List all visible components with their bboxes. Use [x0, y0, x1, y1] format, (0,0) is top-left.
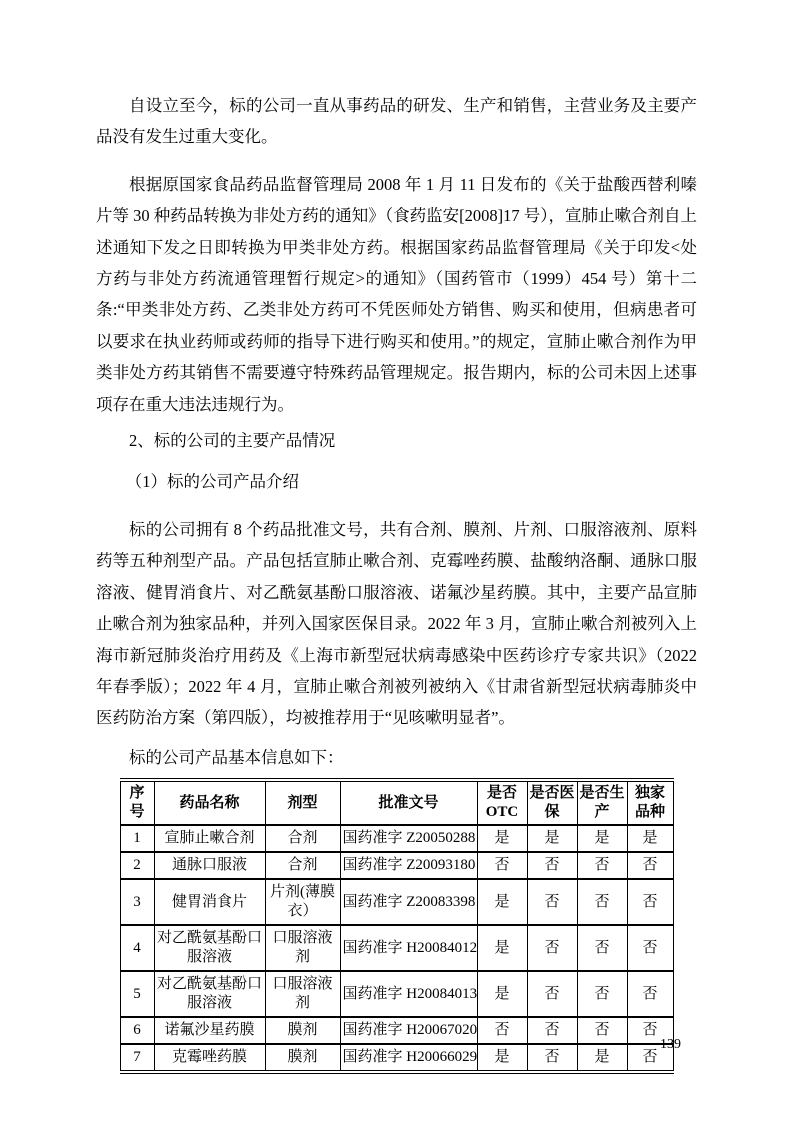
- col-header-medical-insurance: 是否医保: [527, 780, 577, 825]
- table-cell: 1: [120, 825, 154, 852]
- table-cell: 6: [120, 1017, 154, 1044]
- col-header-approval-number: 批准文号: [340, 780, 477, 825]
- page-number: 139: [660, 1037, 681, 1052]
- table-row: [120, 925, 673, 971]
- products-table-body: [120, 825, 673, 1072]
- table-row: [120, 1017, 673, 1044]
- subsection-heading-product-intro: （1）标的公司产品介绍: [125, 472, 299, 492]
- products-table: [120, 778, 674, 1074]
- table-cell: 否: [527, 852, 577, 879]
- table-cell: 否: [577, 971, 627, 1017]
- table-cell: 是: [577, 1044, 627, 1072]
- table-cell: 否: [627, 925, 673, 971]
- paragraph-otc-regulation: 根据原国家食品药品监督管理局 2008 年 1 月 11 日发布的《关于盐酸西替利嗪片等 30 种药品转换为非处方药的通知》（食药监安[2008]17 号），宣肺止嗽合剂自上述通知下发之日即转换为甲类非处方药。根据国家药品监督管理局《关于印发<处方药与非处方药流通管理暂行规定>的通知》（国药管市（1999）454 号）第十二条:“甲类非处方药、乙类非处方药可不凭医师处方销售、购买和使用，但病患者可以要求在执业药师或药师的指导下进行购买和使用。”的规定，宣肺止嗽合剂作为甲类非处方药其销售不需要遵守特殊药品管理规定。报告期内，标的公司未因上述事项存在重大违法违规行为。: [96, 174, 697, 414]
- table-cell: 否: [577, 852, 627, 879]
- col-header-exclusive: 独家品种: [627, 780, 673, 825]
- table-cell: 是: [477, 825, 527, 852]
- table-cell: 国药准字 H20084012: [340, 925, 477, 971]
- table-cell: 合剂: [265, 825, 340, 852]
- table-row: [120, 825, 673, 852]
- table-cell: 国药准字 H20066029: [340, 1044, 477, 1072]
- section-heading-main-products: 2、标的公司的主要产品情况: [129, 431, 336, 451]
- table-cell: 是: [477, 1044, 527, 1072]
- table-cell: 国药准字 H20084013: [340, 971, 477, 1017]
- table-cell: 健胃消食片: [154, 879, 265, 925]
- table-cell: 4: [120, 925, 154, 971]
- table-cell: 否: [627, 852, 673, 879]
- table-cell: 5: [120, 971, 154, 1017]
- table-cell: 是: [477, 925, 527, 971]
- table-cell: 国药准字 H20067020: [340, 1017, 477, 1044]
- table-row: [120, 879, 673, 925]
- table-cell: 通脉口服液: [154, 852, 265, 879]
- table-cell: 是: [627, 825, 673, 852]
- table-cell: 否: [577, 879, 627, 925]
- table-cell: 否: [477, 852, 527, 879]
- table-cell: 克霉唑药膜: [154, 1044, 265, 1072]
- table-cell: 是: [477, 971, 527, 1017]
- table-cell: 宣肺止嗽合剂: [154, 825, 265, 852]
- table-cell: 口服溶液剂: [265, 971, 340, 1017]
- table-cell: 否: [627, 1017, 673, 1044]
- table-cell: 否: [577, 925, 627, 971]
- table-cell: 膜剂: [265, 1017, 340, 1044]
- table-cell: 口服溶液剂: [265, 925, 340, 971]
- table-cell: 否: [627, 971, 673, 1017]
- table-cell: 否: [527, 971, 577, 1017]
- table-cell: 片剂(薄膜衣）: [265, 879, 340, 925]
- table-cell: 对乙酰氨基酚口服溶液: [154, 925, 265, 971]
- table-cell: 否: [527, 925, 577, 971]
- paragraph-table-intro: 标的公司产品基本信息如下：: [129, 747, 344, 767]
- col-header-index: 序号: [120, 780, 154, 825]
- table-row: [120, 852, 673, 879]
- table-row: [120, 971, 673, 1017]
- table-header-row: [120, 780, 673, 825]
- table-cell: 是: [477, 879, 527, 925]
- table-cell: 否: [527, 879, 577, 925]
- table-cell: 国药准字 Z20050288: [340, 825, 477, 852]
- col-header-drug-name: 药品名称: [154, 780, 265, 825]
- paragraph-product-overview: 标的公司拥有 8 个药品批准文号，共有合剂、膜剂、片剂、口服溶液剂、原料药等五种剂型产品。产品包括宣肺止嗽合剂、克霉唑药膜、盐酸纳洛酮、通脉口服溶液、健胃消食片、对乙酰氨基酚口服溶液、诺氟沙星药膜。其中，主要产品宣肺止嗽合剂为独家品种，并列入国家医保目录。2022 年 3 月，宣肺止嗽合剂被列入上海市新冠肺炎治疗用药及《上海市新型冠状病毒感染中医药诊疗专家共识》（2022 年春季版）；2022 年 4 月，宣肺止嗽合剂被列被纳入《甘肃省新型冠状病毒肺炎中医药防治方案（第四版），均被推荐用于“见咳嗽明显者”。: [96, 519, 697, 728]
- table-cell: 否: [527, 1044, 577, 1072]
- table-row: [120, 1044, 673, 1072]
- col-header-dosage-form: 剂型: [265, 780, 340, 825]
- table-cell: 3: [120, 879, 154, 925]
- table-cell: 否: [627, 1044, 673, 1072]
- table-cell: 膜剂: [265, 1044, 340, 1072]
- table-cell: 7: [120, 1044, 154, 1072]
- table-cell: 否: [627, 879, 673, 925]
- table-cell: 否: [477, 1017, 527, 1044]
- table-cell: 2: [120, 852, 154, 879]
- table-cell: 对乙酰氨基酚口服溶液: [154, 971, 265, 1017]
- table-cell: 否: [527, 1017, 577, 1044]
- table-cell: 合剂: [265, 852, 340, 879]
- table-cell: 国药准字 Z20083398: [340, 879, 477, 925]
- table-cell: 国药准字 Z20093180: [340, 852, 477, 879]
- table-cell: 否: [577, 1017, 627, 1044]
- table-cell: 是: [577, 825, 627, 852]
- col-header-otc: 是否OTC: [477, 780, 527, 825]
- paragraph-business-history: 自设立至今，标的公司一直从事药品的研发、生产和销售，主营业务及主要产品没有发生过重大变化。: [96, 96, 697, 147]
- table-cell: 是: [527, 825, 577, 852]
- table-cell: 诺氟沙星药膜: [154, 1017, 265, 1044]
- col-header-in-production: 是否生产: [577, 780, 627, 825]
